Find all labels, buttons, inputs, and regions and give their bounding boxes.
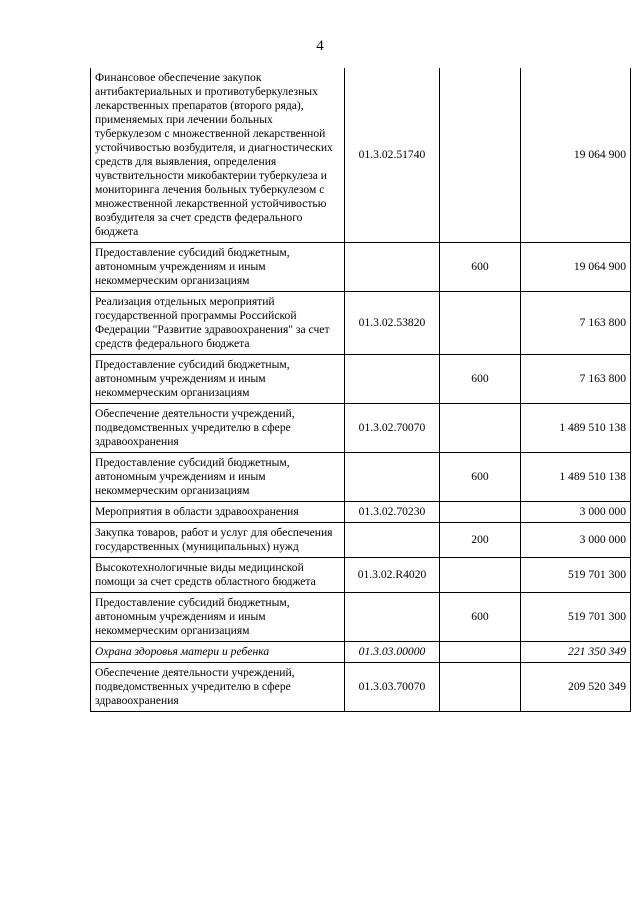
- row-name: Обеспечение деятельности учреждений, подведомственных учредителю в сфере здравоохранения: [91, 663, 345, 712]
- row-sum: 19 064 900: [521, 243, 631, 292]
- row-expense-type: 600: [440, 593, 521, 642]
- table-row-section: [91, 642, 631, 663]
- row-code: [345, 355, 440, 404]
- row-expense-type: [440, 558, 521, 593]
- row-sum: 221 350 349: [521, 642, 631, 663]
- row-code: [345, 453, 440, 502]
- row-expense-type: [440, 642, 521, 663]
- row-code: 01.3.02.70230: [345, 502, 440, 523]
- row-code: 01.3.03.70070: [345, 663, 440, 712]
- row-expense-type: [440, 404, 521, 453]
- row-code: [345, 593, 440, 642]
- row-name: Предоставление субсидий бюджетным, автономным учреждениям и иным некоммерческим организациям: [91, 453, 345, 502]
- row-expense-type: [440, 663, 521, 712]
- row-name: Закупка товаров, работ и услуг для обеспечения государственных (муниципальных) нужд: [91, 523, 345, 558]
- row-sum: 519 701 300: [521, 593, 631, 642]
- row-name: Предоставление субсидий бюджетным, автономным учреждениям и иным некоммерческим организациям: [91, 243, 345, 292]
- row-sum: 1 489 510 138: [521, 404, 631, 453]
- row-code: [345, 243, 440, 292]
- table-row: [91, 593, 631, 642]
- table-row: [91, 523, 631, 558]
- table-row: [91, 68, 631, 243]
- row-sum: 519 701 300: [521, 558, 631, 593]
- row-name: Охрана здоровья матери и ребенка: [91, 642, 345, 663]
- row-expense-type: 200: [440, 523, 521, 558]
- row-code: 01.3.02.53820: [345, 292, 440, 355]
- row-sum: 1 489 510 138: [521, 453, 631, 502]
- row-name: Обеспечение деятельности учреждений, подведомственных учредителю в сфере здравоохранения: [91, 404, 345, 453]
- row-name: Предоставление субсидий бюджетным, автономным учреждениям и иным некоммерческим организациям: [91, 355, 345, 404]
- table-row: [91, 355, 631, 404]
- row-sum: 7 163 800: [521, 292, 631, 355]
- row-sum: 3 000 000: [521, 523, 631, 558]
- row-sum: 7 163 800: [521, 355, 631, 404]
- table-row: [91, 292, 631, 355]
- table-row: [91, 558, 631, 593]
- page-number: 4: [316, 38, 324, 54]
- row-expense-type: [440, 292, 521, 355]
- row-name: Высокотехнологичные виды медицинской помощи за счет средств областного бюджета: [91, 558, 345, 593]
- row-code: 01.3.02.70070: [345, 404, 440, 453]
- table-row: [91, 502, 631, 523]
- row-expense-type: [440, 68, 521, 243]
- row-expense-type: 600: [440, 355, 521, 404]
- budget-table-body: [91, 68, 631, 712]
- table-row: [91, 663, 631, 712]
- table-row: [91, 243, 631, 292]
- row-expense-type: [440, 502, 521, 523]
- row-code: 01.3.03.00000: [345, 642, 440, 663]
- row-code: [345, 523, 440, 558]
- row-sum: 209 520 349: [521, 663, 631, 712]
- row-expense-type: 600: [440, 243, 521, 292]
- budget-table: [90, 68, 631, 712]
- row-code: 01.3.02.51740: [345, 68, 440, 243]
- table-row: [91, 404, 631, 453]
- table-row: [91, 453, 631, 502]
- row-sum: 3 000 000: [521, 502, 631, 523]
- row-name: Финансовое обеспечение закупок антибактериальных и противотуберкулезных лекарственных препаратов (второго ряда), применяемых при лечении больных туберкулезом с множественной лекарственной устойчивостью возбудителя, и диагностических средств для выявления, определения чувствительности микобактерии туберкулеза и мониторинга лечения больных туберкулезом с множественной лекарственной устойчивостью возбудителя за счет средств федерального бюджета: [91, 68, 345, 243]
- row-code: 01.3.02.R4020: [345, 558, 440, 593]
- row-name: Мероприятия в области здравоохранения: [91, 502, 345, 523]
- row-name: Предоставление субсидий бюджетным, автономным учреждениям и иным некоммерческим организациям: [91, 593, 345, 642]
- row-name: Реализация отдельных мероприятий государственной программы Российской Федерации "Развитие здравоохранения" за счет средств федерального бюджета: [91, 292, 345, 355]
- row-sum: 19 064 900: [521, 68, 631, 243]
- row-expense-type: 600: [440, 453, 521, 502]
